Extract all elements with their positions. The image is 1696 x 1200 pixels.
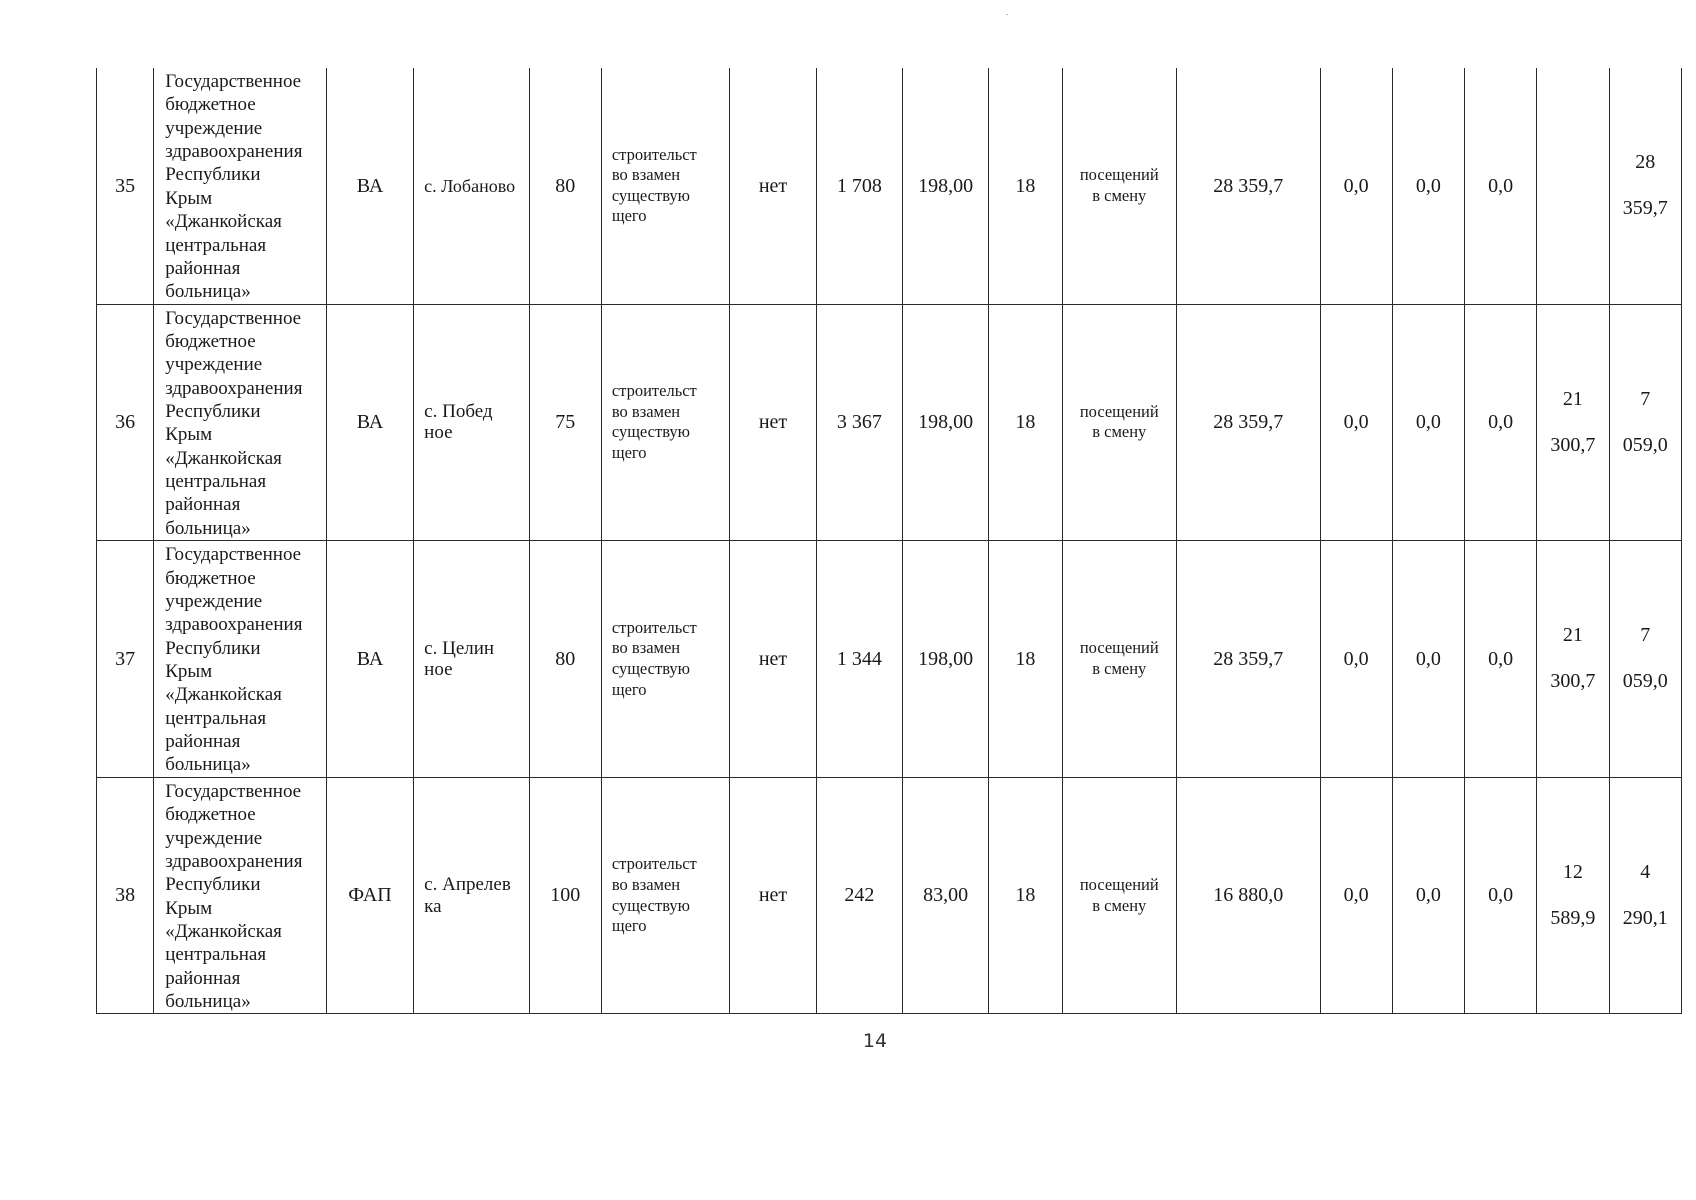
organization-line: Республики	[165, 637, 261, 659]
settlement-line: с. Побед	[424, 401, 493, 423]
organization-line: бюджетное	[165, 804, 256, 826]
settlement-line: с. Апрелев	[424, 874, 511, 896]
capacity-unit-line: посещений	[1079, 165, 1159, 185]
work-type-line: строительст	[611, 381, 697, 401]
facility-type-cell: ВА	[326, 304, 413, 541]
table-body	[97, 68, 1682, 1014]
funding-5-line: 4	[1640, 861, 1651, 884]
cost-cell: 28 359,7	[1176, 304, 1320, 541]
facility-type-cell: ФАП	[326, 777, 413, 1014]
funding-4-cell	[1537, 777, 1609, 1014]
capacity-unit-line: в смену	[1092, 422, 1147, 442]
capacity-cell: 18	[989, 68, 1062, 304]
row-number-cell: 35	[97, 68, 154, 304]
population-cell: 1 708	[816, 68, 902, 304]
organization-line: центральная	[165, 234, 267, 256]
organization-cell	[154, 68, 327, 304]
settlement-cell	[414, 304, 529, 541]
funding-1-cell: 0,0	[1320, 777, 1392, 1014]
table-row	[97, 304, 1682, 541]
organization-line: районная	[165, 731, 241, 753]
cost-cell: 28 359,7	[1176, 68, 1320, 304]
funding-4-cell	[1537, 304, 1609, 541]
settlement-cell	[414, 541, 529, 778]
work-type-line: строительст	[611, 854, 697, 874]
organization-line: бюджетное	[165, 330, 256, 352]
organization-line: Крым	[165, 187, 213, 209]
funding-4-cell	[1537, 68, 1609, 304]
organization-line: больница»	[165, 991, 251, 1013]
funding-5-line: 7	[1640, 387, 1651, 410]
capacity-unit-line: посещений	[1079, 874, 1159, 894]
table-row	[97, 777, 1682, 1014]
capacity-unit-cell	[1062, 777, 1176, 1014]
work-type-cell	[601, 304, 729, 541]
organization-line: больница»	[165, 517, 251, 539]
funding-4-line: 21	[1562, 387, 1583, 410]
work-type-line: существую	[611, 658, 690, 678]
organization-line: районная	[165, 257, 241, 279]
funding-1-cell: 0,0	[1320, 304, 1392, 541]
funding-4-line: 21	[1562, 624, 1583, 647]
funding-5-cell	[1609, 541, 1681, 778]
organization-line: здравоохранения	[165, 141, 303, 163]
table-row	[97, 541, 1682, 778]
organization-line: здравоохранения	[165, 377, 303, 399]
capacity-cell: 18	[989, 541, 1062, 778]
scan-mark	[1006, 14, 1008, 15]
settlement-line: с. Целин	[424, 637, 495, 659]
organization-line: Государственное	[165, 307, 302, 329]
work-type-line: существую	[611, 185, 690, 205]
work-type-line: щего	[611, 679, 647, 699]
row-number-cell: 38	[97, 777, 154, 1014]
funding-1-cell: 0,0	[1320, 68, 1392, 304]
settlement-cell: с. Лобаново	[414, 68, 529, 304]
capacity-unit-line: посещений	[1079, 401, 1159, 421]
funding-5-cell	[1609, 777, 1681, 1014]
capacity-unit-line: в смену	[1092, 185, 1147, 205]
organization-line: районная	[165, 967, 241, 989]
organization-line: бюджетное	[165, 567, 256, 589]
funding-2-cell: 0,0	[1392, 541, 1464, 778]
organization-line: учреждение	[165, 827, 263, 849]
work-type-line: строительст	[611, 144, 697, 164]
facility-type-cell: ВА	[326, 541, 413, 778]
capacity-cell: 18	[989, 304, 1062, 541]
area-cell: 83,00	[902, 777, 988, 1014]
area-cell: 198,00	[902, 304, 988, 541]
population-cell: 3 367	[816, 304, 902, 541]
funding-5-line: 28	[1635, 151, 1656, 174]
settlement-line: ное	[424, 422, 453, 444]
organization-line: больница»	[165, 281, 251, 303]
organization-line: Республики	[165, 164, 261, 186]
organization-line: бюджетное	[165, 94, 256, 116]
work-type-line: щего	[611, 443, 647, 463]
organization-line: Крым	[165, 897, 213, 919]
row-number-cell: 37	[97, 541, 154, 778]
organization-line: «Джанкойская	[165, 920, 282, 942]
work-type-line: во взамен	[611, 165, 681, 185]
flag-cell: нет	[730, 541, 816, 778]
funding-5-cell	[1609, 304, 1681, 541]
work-type-line: во взамен	[611, 638, 681, 658]
funding-3-cell: 0,0	[1465, 68, 1537, 304]
percent-cell: 100	[529, 777, 601, 1014]
cost-cell: 16 880,0	[1176, 777, 1320, 1014]
organization-cell	[154, 541, 327, 778]
page-number: 14	[862, 1030, 888, 1052]
table-row	[97, 68, 1682, 304]
funding-3-cell: 0,0	[1465, 304, 1537, 541]
work-type-line: существую	[611, 895, 690, 915]
organization-line: «Джанкойская	[165, 447, 282, 469]
flag-cell: нет	[730, 777, 816, 1014]
organization-line: Государственное	[165, 544, 302, 566]
organization-line: Государственное	[165, 71, 302, 92]
facilities-table	[96, 68, 1682, 1014]
facility-type-cell: ВА	[326, 68, 413, 304]
organization-line: Республики	[165, 401, 261, 423]
area-cell: 198,00	[902, 541, 988, 778]
organization-line: Крым	[165, 424, 213, 446]
organization-line: Крым	[165, 660, 213, 682]
work-type-cell	[601, 68, 729, 304]
funding-5-line: 7	[1640, 624, 1651, 647]
population-cell: 1 344	[816, 541, 902, 778]
funding-5-line: 359,7	[1622, 197, 1668, 220]
funding-4-line: 300,7	[1550, 433, 1596, 456]
flag-cell: нет	[730, 304, 816, 541]
settlement-cell	[414, 777, 529, 1014]
capacity-unit-cell	[1062, 304, 1176, 541]
organization-line: учреждение	[165, 354, 263, 376]
funding-3-cell: 0,0	[1465, 777, 1537, 1014]
organization-line: центральная	[165, 471, 267, 493]
organization-line: «Джанкойская	[165, 211, 282, 233]
organization-line: больница»	[165, 754, 251, 776]
funding-1-cell: 0,0	[1320, 541, 1392, 778]
percent-cell: 80	[529, 68, 601, 304]
work-type-cell	[601, 777, 729, 1014]
organization-line: центральная	[165, 944, 267, 966]
capacity-cell: 18	[989, 777, 1062, 1014]
organization-line: Республики	[165, 874, 261, 896]
funding-4-line: 589,9	[1550, 907, 1596, 930]
organization-line: здравоохранения	[165, 614, 303, 636]
funding-5-line: 059,0	[1622, 670, 1668, 693]
percent-cell: 75	[529, 304, 601, 541]
organization-line: здравоохранения	[165, 850, 303, 872]
organization-line: районная	[165, 494, 241, 516]
work-type-line: во взамен	[611, 401, 681, 421]
work-type-cell	[601, 541, 729, 778]
capacity-unit-line: посещений	[1079, 638, 1159, 658]
percent-cell: 80	[529, 541, 601, 778]
funding-4-line: 12	[1562, 861, 1583, 884]
organization-line: центральная	[165, 707, 267, 729]
row-number-cell: 36	[97, 304, 154, 541]
organization-line: Государственное	[165, 780, 302, 802]
population-cell: 242	[816, 777, 902, 1014]
flag-cell: нет	[730, 68, 816, 304]
work-type-line: щего	[611, 206, 647, 226]
funding-2-cell: 0,0	[1392, 68, 1464, 304]
work-type-line: щего	[611, 916, 647, 936]
funding-3-cell: 0,0	[1465, 541, 1537, 778]
cost-cell: 28 359,7	[1176, 541, 1320, 778]
organization-line: учреждение	[165, 117, 263, 139]
settlement-line: ка	[424, 895, 442, 917]
funding-2-cell: 0,0	[1392, 304, 1464, 541]
funding-5-cell	[1609, 68, 1681, 304]
work-type-line: существую	[611, 422, 690, 442]
work-type-line: во взамен	[611, 874, 681, 894]
organization-line: учреждение	[165, 590, 263, 612]
capacity-unit-line: в смену	[1092, 895, 1147, 915]
capacity-unit-cell	[1062, 68, 1176, 304]
capacity-unit-line: в смену	[1092, 658, 1147, 678]
funding-4-line: 300,7	[1550, 670, 1596, 693]
organization-cell	[154, 304, 327, 541]
work-type-line: строительст	[611, 617, 697, 637]
funding-4-cell	[1537, 541, 1609, 778]
capacity-unit-cell	[1062, 541, 1176, 778]
area-cell: 198,00	[902, 68, 988, 304]
organization-line: «Джанкойская	[165, 684, 282, 706]
funding-2-cell: 0,0	[1392, 777, 1464, 1014]
organization-cell	[154, 777, 327, 1014]
funding-5-line: 059,0	[1622, 433, 1668, 456]
funding-5-line: 290,1	[1622, 907, 1668, 930]
settlement-line: ное	[424, 658, 453, 680]
